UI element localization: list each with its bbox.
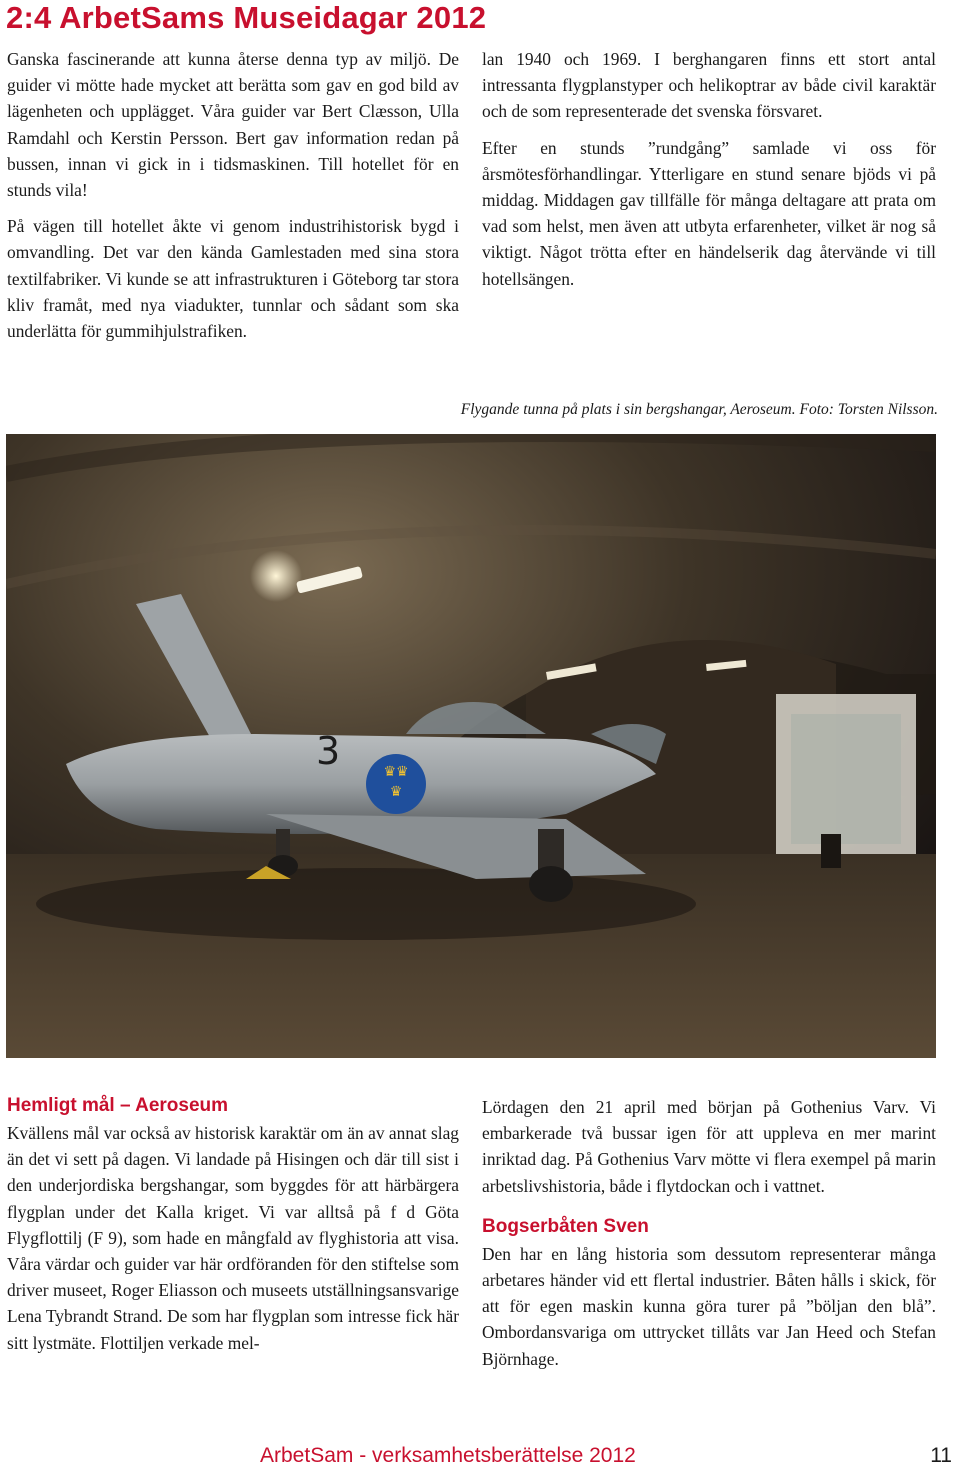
- section-heading: Bogserbåten Sven: [482, 1215, 649, 1237]
- text-column-top-right: [482, 46, 936, 302]
- photo-caption: Flygande tunna på plats i sin bergshangar, Aeroseum. Foto: Torsten Nilsson.: [460, 401, 938, 418]
- paragraph: Ganska fascinerande att kunna återse denna typ av miljö. De guider vi mötte hade mycket att berätta som gav en god bild av lägenheten och upplägget. Våra guider var Bert Clæsson, Ulla Ramdahl och Kerstin Persson. Bert gav information redan på bussen, innan vi gick in i tidsmaskinen. Till hotellet för en stunds vila!: [7, 49, 459, 201]
- text-column-top-left: [7, 46, 459, 354]
- paragraph: Den har en lång historia som dessutom representerar många arbetares händer vid ett flertal industrier. Båten hålls i skick, för att för egen maskin kunna göra turer på ”böljan den blå”. Ombordansvariga om uttrycket tillåts var Jan Heed och Stefan Björnhage.: [482, 1243, 936, 1369]
- paragraph: På vägen till hotellet åkte vi genom industrihistorisk bygd i omvandling. Det var den kända Gamlestaden med sina stora textilfabriker. Vi kunde se att infrastrukturen i Göteborg tar stora kliv framåt, med nya viadukter, tunnlar och sådant som ska underlätta för gummihjulstrafiken.: [7, 216, 459, 342]
- text-column-bottom-left: [7, 1094, 459, 1366]
- page-title: 2:4 ArbetSams Museidagar 2012: [6, 0, 487, 35]
- svg-text:♛: ♛: [389, 784, 403, 800]
- svg-text:♛♛: ♛♛: [383, 764, 409, 780]
- paragraph: Lördagen den 21 april med början på Gothenius Varv. Vi embarkerade två bussar igen för att uppleva en mer marint inriktad dag. På Gothenius Varv mötte vi flera exempel på marin arbetslivshistoria, både i flytdockan och i vattnet.: [482, 1097, 936, 1196]
- paragraph: Kvällens mål var också av historisk karaktär om än av annat slag än det vi sett på dagen. Vi landade på Hisingen och där till sist i den underjordiska bergshangar, som byggdes för att härbärgera flygplan under det Kalla kriget. Vi var alltså på f d Göta Flygflottilj (F 9), som hade en mångfald av flyghistoria att visa. Våra värdar och guider var här ordföranden för den stiftelse som driver museet, Roger Eliasson och museets utställningsansvarige Lena Tybrandt Strand. De som har flygplan som intresse fick här sitt lystmäte. Flottiljen verkade mel-: [7, 1123, 459, 1353]
- hangar-photo: [6, 434, 936, 1058]
- paragraph: lan 1940 och 1969. I berghangaren finns ett stort antal intressanta flygplanstyper och helikoptrar av både civil karaktär och de som representerade det svenska försvaret.: [482, 49, 936, 122]
- ceiling-lamp: [250, 550, 302, 602]
- tail-number: 3: [316, 729, 341, 773]
- text-column-bottom-right: [482, 1094, 936, 1382]
- paragraph: Efter en stunds ”rundgång” samlade vi oss för årsmötesförhandlingar. Ytterligare en stund senare bjöds vi på middag. Middagen gav tillfälle för många deltagare att prata om vad som helst, men även att utbyta erfarenheter, vilket är nog så viktigt. Något trötta efter en händelserik dag återvände vi till hotellsängen.: [482, 137, 936, 289]
- footer-title: ArbetSam - verksamhetsberättelse 2012: [260, 1444, 636, 1467]
- page-number: 11: [930, 1444, 952, 1467]
- section-heading: Hemligt mål – Aeroseum: [7, 1095, 229, 1116]
